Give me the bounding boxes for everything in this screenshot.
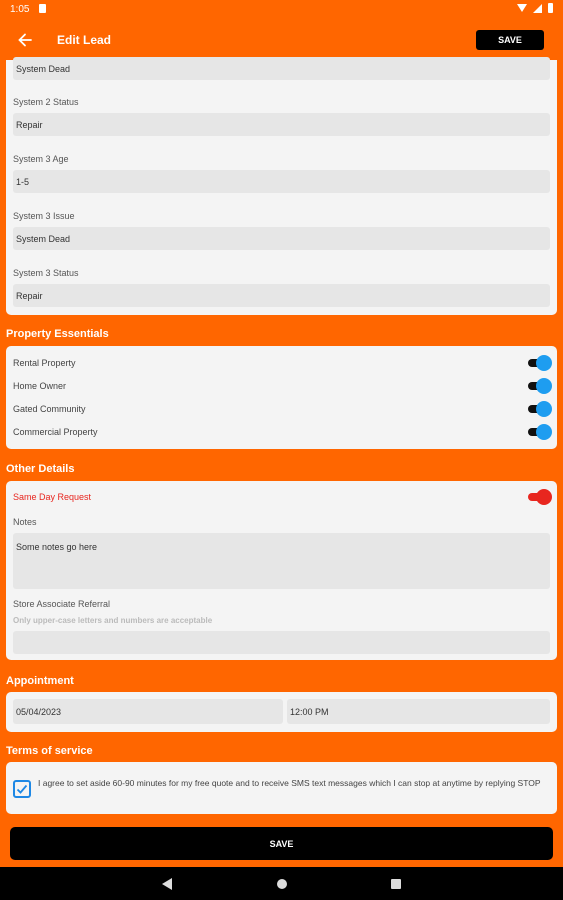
system2-issue-input[interactable]: System Dead [13, 57, 550, 80]
toggle-label: Rental Property [13, 358, 76, 368]
appointment-date-input[interactable]: 05/04/2023 [13, 699, 283, 724]
page-title: Edit Lead [57, 33, 112, 47]
system2-status-input[interactable]: Repair [13, 113, 550, 136]
system3-status-input[interactable]: Repair [13, 284, 550, 307]
other-details-card [6, 481, 557, 660]
appointment-card [6, 692, 557, 732]
system2-status-label: System 2 Status [13, 97, 79, 107]
referral-hint: Only upper-case letters and numbers are acceptable [13, 616, 213, 625]
toggle-row-same-day [13, 489, 550, 505]
battery-icon [548, 3, 553, 13]
notes-textarea[interactable]: Some notes go here [13, 533, 550, 589]
same-day-label: Same Day Request [13, 492, 92, 502]
nav-recents-icon[interactable] [391, 879, 401, 889]
property-essentials-card [6, 346, 557, 449]
commercial-property-toggle[interactable] [528, 424, 550, 440]
appointment-time-input[interactable]: 12:00 PM [287, 699, 550, 724]
other-details-header: Other Details [6, 463, 75, 475]
toggle-label: Home Owner [13, 381, 67, 391]
signal-icon [533, 4, 542, 13]
terms-header: Terms of service [6, 745, 93, 757]
toggle-row-gated [13, 401, 550, 417]
check-icon [16, 783, 28, 795]
referral-input[interactable] [13, 631, 550, 654]
back-arrow-icon[interactable] [14, 29, 36, 51]
nav-home-icon[interactable] [277, 879, 287, 889]
rental-property-toggle[interactable] [528, 355, 550, 371]
wifi-icon [517, 4, 527, 12]
referral-label: Store Associate Referral [13, 599, 111, 609]
sim-icon [39, 4, 46, 13]
system-nav-bar [0, 867, 563, 900]
status-time: 1:05 [10, 4, 30, 15]
status-icons [517, 3, 553, 13]
terms-checkbox[interactable] [13, 780, 31, 798]
toggle-label: Commercial Property [13, 427, 98, 437]
toggle-row-commercial [13, 424, 550, 440]
appointment-header: Appointment [6, 675, 74, 687]
terms-card [6, 762, 557, 814]
system3-age-label: System 3 Age [13, 154, 69, 164]
systems-card [6, 60, 557, 315]
home-owner-toggle[interactable] [528, 378, 550, 394]
system3-issue-label: System 3 Issue [13, 211, 75, 221]
system3-issue-input[interactable]: System Dead [13, 227, 550, 250]
toggle-row-home-owner [13, 378, 550, 394]
property-essentials-header: Property Essentials [6, 328, 109, 340]
gated-community-toggle[interactable] [528, 401, 550, 417]
bottom-save-button[interactable]: SAVE [10, 827, 553, 860]
same-day-toggle[interactable] [528, 489, 550, 505]
toggle-row-rental [13, 355, 550, 371]
terms-text: I agree to set aside 60-90 minutes for my free quote and to receive SMS text messages which I can stop at anytime by replying STOP [38, 778, 541, 788]
notes-label: Notes [13, 517, 37, 527]
top-save-button[interactable]: SAVE [476, 30, 544, 50]
system3-status-label: System 3 Status [13, 268, 79, 278]
system3-age-input[interactable]: 1-5 [13, 170, 550, 193]
app-bar [0, 20, 563, 60]
status-bar [0, 0, 563, 20]
nav-back-icon[interactable] [162, 878, 172, 890]
toggle-label: Gated Community [13, 404, 86, 414]
